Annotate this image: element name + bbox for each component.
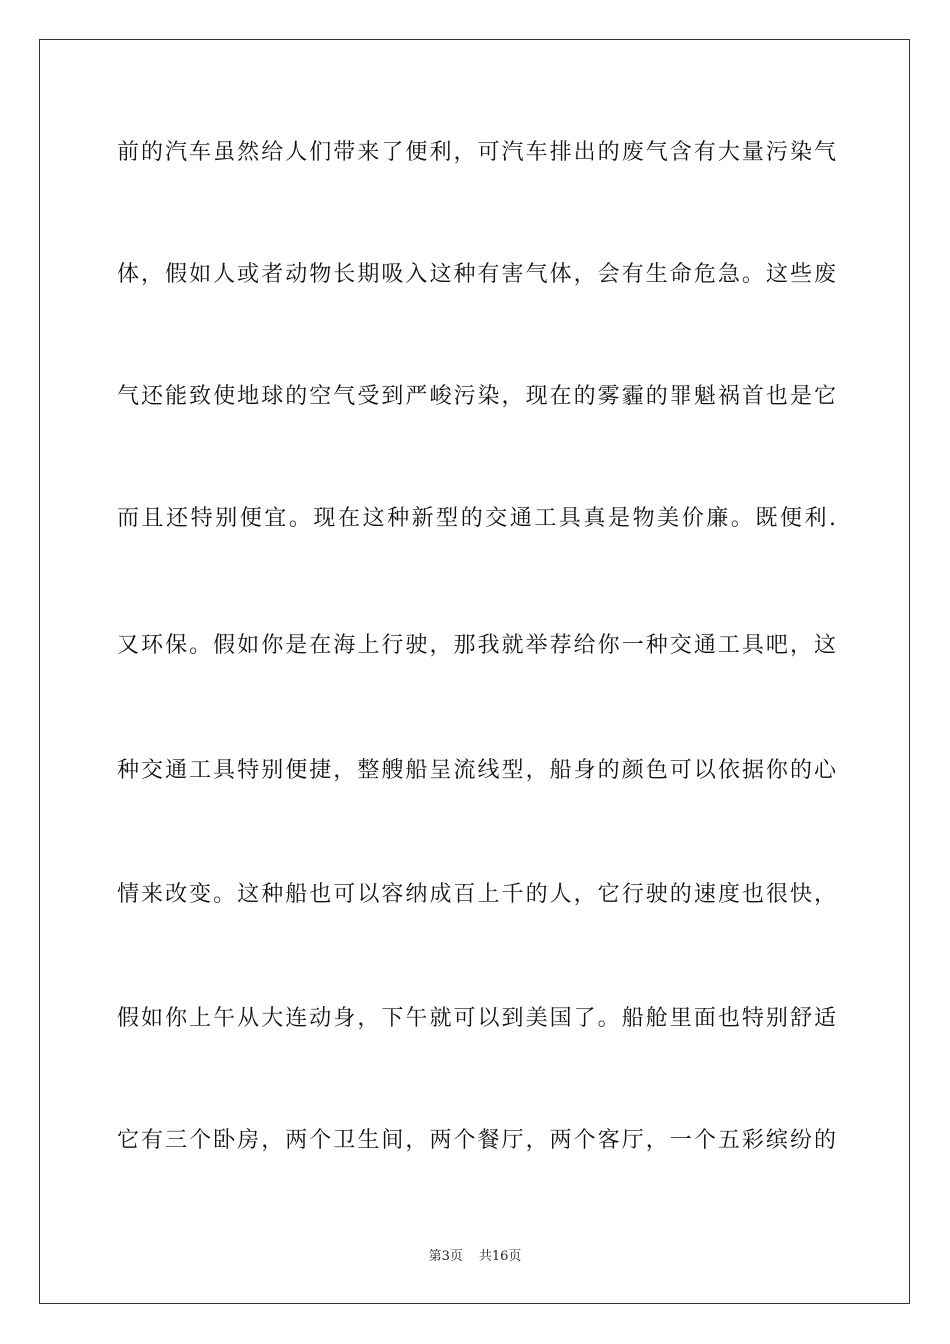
- text-line: 它有三个卧房，两个卫生间，两个餐厅，两个客厅，一个五彩缤纷的: [117, 1128, 837, 1153]
- page-total: 共16页: [478, 1249, 522, 1264]
- page-border: [39, 39, 910, 1304]
- text-line: 前的汽车虽然给人们带来了便利，可汽车排出的废气含有大量污染气: [117, 140, 837, 165]
- text-line: 体，假如人或者动物长期吸入这种有害气体，会有生命危急。这些废: [117, 262, 837, 287]
- text-line: 又环保。假如你是在海上行驶，那我就举荐给你一种交通工具吧，这: [117, 633, 837, 658]
- text-line: 种交通工具特别便捷，整艘船呈流线型，船身的颜色可以依据你的心: [117, 758, 837, 783]
- text-line: 气还能致使地球的空气受到严峻污染，现在的雾霾的罪魁祸首也是它: [117, 384, 837, 409]
- text-line: 情来改变。这种船也可以容纳成百上千的人，它行驶的速度也很快，: [117, 882, 837, 907]
- page-footer: [0, 1245, 950, 1264]
- page-number: 第3页: [428, 1249, 463, 1264]
- text-line: 假如你上午从大连动身，下午就可以到美国了。船舱里面也特别舒适: [117, 1006, 837, 1031]
- text-line: 而且还特别便宜。现在这种新型的交通工具真是物美价廉。既便利.: [117, 506, 837, 531]
